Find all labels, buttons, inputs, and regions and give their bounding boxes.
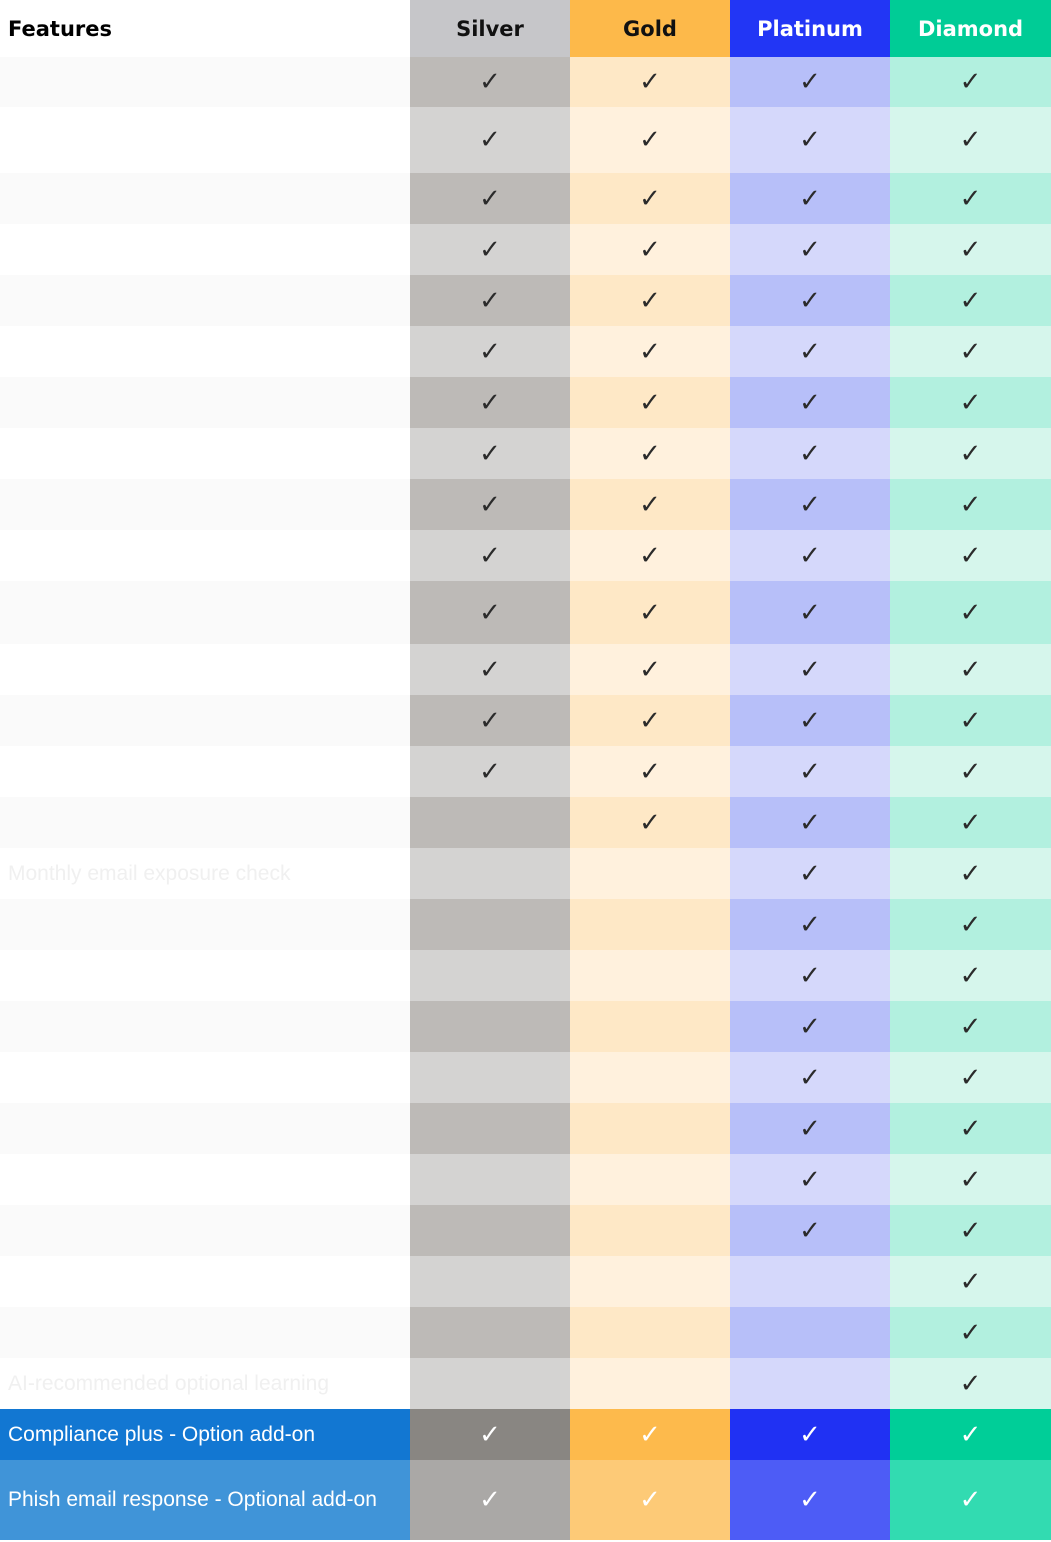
check-cell-silver (410, 1307, 570, 1358)
check-icon: ✓ (479, 234, 501, 265)
check-cell-diamond (890, 848, 1051, 899)
check-cell-silver (410, 848, 570, 899)
check-cell-platinum (730, 1358, 890, 1409)
feature-name (0, 1154, 410, 1205)
check-icon: ✓ (479, 705, 501, 736)
check-cell-gold (570, 377, 730, 428)
check-cell-silver (410, 644, 570, 695)
check-icon: ✓ (799, 67, 821, 97)
check-cell-gold (570, 1052, 730, 1103)
check-cell-silver (410, 326, 570, 377)
check-icon: ✓ (479, 387, 501, 418)
check-icon: ✓ (639, 285, 661, 316)
check-cell-diamond (890, 797, 1051, 848)
check-cell-silver (410, 1052, 570, 1103)
check-icon: ✓ (799, 909, 821, 940)
check-icon: ✓ (959, 1215, 982, 1246)
feature-name (0, 1103, 410, 1154)
check-cell-platinum (730, 695, 890, 746)
check-icon: ✓ (479, 654, 501, 685)
addon-check-cell-diamond (890, 1460, 1051, 1540)
check-icon: ✓ (959, 285, 982, 316)
tier-header-platinum: Platinum (730, 0, 890, 57)
check-icon: ✓ (959, 438, 982, 469)
check-icon: ✓ (799, 756, 821, 787)
check-cell-silver (410, 1358, 570, 1409)
check-icon: ✓ (639, 489, 661, 520)
check-icon: ✓ (799, 125, 821, 155)
check-cell-diamond (890, 695, 1051, 746)
check-cell-gold (570, 1256, 730, 1307)
check-icon: ✓ (799, 1011, 821, 1042)
check-cell-diamond (890, 173, 1051, 224)
addon-feature-name: Compliance plus - Option add-on (0, 1409, 410, 1460)
check-cell-silver (410, 746, 570, 797)
check-icon: ✓ (639, 705, 661, 736)
check-icon: ✓ (959, 807, 982, 838)
feature-name (0, 581, 410, 644)
check-icon: ✓ (959, 1317, 982, 1348)
feature-name (0, 1001, 410, 1052)
check-icon: ✓ (799, 336, 821, 367)
check-cell-platinum (730, 428, 890, 479)
check-icon: ✓ (479, 438, 501, 469)
check-cell-gold (570, 479, 730, 530)
addon-check-cell-silver (410, 1460, 570, 1540)
addon-check-cell-diamond (890, 1409, 1051, 1460)
check-icon: ✓ (479, 336, 501, 367)
check-icon: ✓ (479, 1485, 501, 1515)
check-cell-silver (410, 57, 570, 107)
check-cell-platinum (730, 275, 890, 326)
check-icon: ✓ (799, 960, 821, 991)
check-cell-gold (570, 1307, 730, 1358)
check-icon: ✓ (799, 597, 821, 628)
check-cell-diamond (890, 57, 1051, 107)
check-cell-silver (410, 695, 570, 746)
check-icon: ✓ (479, 183, 501, 214)
check-icon: ✓ (479, 67, 501, 97)
check-cell-diamond (890, 1307, 1051, 1358)
check-cell-platinum (730, 530, 890, 581)
check-icon: ✓ (479, 1419, 501, 1450)
check-cell-silver (410, 899, 570, 950)
check-cell-platinum (730, 224, 890, 275)
check-cell-diamond (890, 644, 1051, 695)
check-cell-platinum (730, 581, 890, 644)
check-icon: ✓ (799, 540, 821, 571)
check-cell-gold (570, 173, 730, 224)
check-cell-gold (570, 950, 730, 1001)
check-icon: ✓ (799, 438, 821, 469)
check-icon: ✓ (479, 125, 501, 155)
feature-name (0, 428, 410, 479)
check-icon: ✓ (959, 1062, 982, 1093)
check-icon: ✓ (959, 67, 982, 97)
check-icon: ✓ (479, 489, 501, 520)
feature-name (0, 644, 410, 695)
check-icon: ✓ (799, 489, 821, 520)
check-cell-silver (410, 428, 570, 479)
feature-name (0, 1205, 410, 1256)
check-cell-silver (410, 107, 570, 173)
check-cell-gold (570, 428, 730, 479)
feature-name (0, 746, 410, 797)
check-cell-diamond (890, 224, 1051, 275)
tier-header-diamond: Diamond (890, 0, 1051, 57)
check-icon: ✓ (639, 597, 661, 628)
check-cell-silver (410, 224, 570, 275)
feature-name (0, 57, 410, 107)
feature-name (0, 479, 410, 530)
check-cell-silver (410, 581, 570, 644)
check-icon: ✓ (959, 125, 982, 155)
check-icon: ✓ (959, 336, 982, 367)
check-cell-diamond (890, 428, 1051, 479)
check-icon: ✓ (479, 756, 501, 787)
check-icon: ✓ (959, 1113, 982, 1144)
check-cell-diamond (890, 1205, 1051, 1256)
check-icon: ✓ (959, 1266, 982, 1297)
check-icon: ✓ (639, 807, 661, 838)
check-cell-platinum (730, 1154, 890, 1205)
check-cell-gold (570, 746, 730, 797)
check-cell-diamond (890, 275, 1051, 326)
check-icon: ✓ (799, 387, 821, 418)
check-cell-silver (410, 1205, 570, 1256)
check-icon: ✓ (799, 285, 821, 316)
check-cell-silver (410, 530, 570, 581)
check-icon: ✓ (959, 540, 982, 571)
feature-name (0, 326, 410, 377)
check-cell-gold (570, 1154, 730, 1205)
check-cell-gold (570, 1358, 730, 1409)
check-icon: ✓ (799, 654, 821, 685)
check-icon: ✓ (959, 960, 982, 991)
check-cell-diamond (890, 1154, 1051, 1205)
tier-header-gold: Gold (570, 0, 730, 57)
check-cell-platinum (730, 1001, 890, 1052)
addon-check-cell-silver (410, 1409, 570, 1460)
check-cell-diamond (890, 581, 1051, 644)
check-icon: ✓ (799, 1419, 821, 1450)
feature-name (0, 275, 410, 326)
feature-name (0, 224, 410, 275)
check-cell-platinum (730, 1256, 890, 1307)
check-cell-gold (570, 326, 730, 377)
check-icon: ✓ (959, 1419, 982, 1450)
feature-name (0, 107, 410, 173)
check-cell-platinum (730, 1307, 890, 1358)
check-icon: ✓ (959, 597, 982, 628)
check-icon: ✓ (639, 1485, 661, 1515)
check-cell-gold (570, 581, 730, 644)
check-cell-silver (410, 377, 570, 428)
check-icon: ✓ (799, 1062, 821, 1093)
check-cell-platinum (730, 797, 890, 848)
features-column-header: Features (8, 16, 112, 41)
check-icon: ✓ (799, 705, 821, 736)
check-icon: ✓ (959, 909, 982, 940)
check-icon: ✓ (639, 183, 661, 214)
check-icon: ✓ (959, 858, 982, 889)
check-icon: ✓ (959, 1368, 982, 1399)
check-icon: ✓ (639, 540, 661, 571)
addon-check-cell-gold (570, 1460, 730, 1540)
check-cell-platinum (730, 848, 890, 899)
check-icon: ✓ (959, 387, 982, 418)
check-cell-platinum (730, 899, 890, 950)
check-cell-silver (410, 1001, 570, 1052)
check-cell-gold (570, 644, 730, 695)
check-cell-silver (410, 1103, 570, 1154)
check-icon: ✓ (639, 387, 661, 418)
check-cell-platinum (730, 1103, 890, 1154)
check-cell-diamond (890, 530, 1051, 581)
check-icon: ✓ (799, 1113, 821, 1144)
check-cell-platinum (730, 1052, 890, 1103)
check-cell-diamond (890, 899, 1051, 950)
check-icon: ✓ (479, 597, 501, 628)
check-icon: ✓ (639, 756, 661, 787)
feature-name (0, 530, 410, 581)
addon-feature-name: Phish email response - Optional add-on (0, 1460, 410, 1540)
check-icon: ✓ (799, 1164, 821, 1195)
check-cell-silver (410, 950, 570, 1001)
check-cell-gold (570, 275, 730, 326)
check-cell-gold (570, 1205, 730, 1256)
check-icon: ✓ (799, 234, 821, 265)
check-cell-gold (570, 224, 730, 275)
check-icon: ✓ (959, 1485, 982, 1515)
check-cell-gold (570, 57, 730, 107)
addon-check-cell-gold (570, 1409, 730, 1460)
check-cell-silver (410, 479, 570, 530)
check-icon: ✓ (639, 336, 661, 367)
feature-name (0, 377, 410, 428)
check-icon: ✓ (799, 807, 821, 838)
check-cell-diamond (890, 1001, 1051, 1052)
check-cell-diamond (890, 479, 1051, 530)
check-cell-platinum (730, 950, 890, 1001)
tier-header-silver: Silver (410, 0, 570, 57)
feature-name (0, 695, 410, 746)
check-cell-silver (410, 1256, 570, 1307)
check-cell-diamond (890, 326, 1051, 377)
check-cell-gold (570, 899, 730, 950)
check-icon: ✓ (639, 125, 661, 155)
check-icon: ✓ (639, 654, 661, 685)
check-cell-diamond (890, 107, 1051, 173)
check-cell-diamond (890, 1052, 1051, 1103)
addon-check-cell-platinum (730, 1460, 890, 1540)
feature-name (0, 797, 410, 848)
feature-name (0, 1307, 410, 1358)
feature-name (0, 173, 410, 224)
check-icon: ✓ (959, 705, 982, 736)
check-icon: ✓ (799, 1485, 821, 1515)
check-icon: ✓ (639, 67, 661, 97)
check-cell-gold (570, 107, 730, 173)
check-cell-silver (410, 1154, 570, 1205)
check-icon: ✓ (799, 183, 821, 214)
feature-name (0, 899, 410, 950)
check-icon: ✓ (959, 234, 982, 265)
check-icon: ✓ (479, 285, 501, 316)
check-cell-platinum (730, 107, 890, 173)
check-cell-diamond (890, 1256, 1051, 1307)
check-icon: ✓ (959, 183, 982, 214)
feature-name (0, 1052, 410, 1103)
check-cell-platinum (730, 326, 890, 377)
check-cell-platinum (730, 1205, 890, 1256)
check-cell-gold (570, 1001, 730, 1052)
check-cell-gold (570, 530, 730, 581)
check-cell-diamond (890, 950, 1051, 1001)
check-cell-platinum (730, 377, 890, 428)
check-icon: ✓ (639, 234, 661, 265)
check-cell-diamond (890, 377, 1051, 428)
check-icon: ✓ (639, 1419, 661, 1450)
feature-name (0, 1256, 410, 1307)
addon-check-cell-platinum (730, 1409, 890, 1460)
check-cell-silver (410, 275, 570, 326)
feature-name: Monthly email exposure check (0, 848, 410, 899)
check-cell-gold (570, 848, 730, 899)
check-cell-diamond (890, 1358, 1051, 1409)
check-cell-gold (570, 1103, 730, 1154)
check-cell-silver (410, 797, 570, 848)
check-cell-diamond (890, 1103, 1051, 1154)
check-cell-platinum (730, 644, 890, 695)
check-cell-silver (410, 173, 570, 224)
check-cell-gold (570, 797, 730, 848)
feature-name: AI-recommended optional learning (0, 1358, 410, 1409)
check-icon: ✓ (639, 438, 661, 469)
check-icon: ✓ (959, 1164, 982, 1195)
check-cell-platinum (730, 479, 890, 530)
check-cell-platinum (730, 57, 890, 107)
feature-name (0, 950, 410, 1001)
check-icon: ✓ (959, 489, 982, 520)
check-cell-gold (570, 695, 730, 746)
check-icon: ✓ (799, 1215, 821, 1246)
check-cell-platinum (730, 173, 890, 224)
check-icon: ✓ (799, 858, 821, 889)
check-icon: ✓ (959, 756, 982, 787)
check-cell-platinum (730, 746, 890, 797)
check-cell-diamond (890, 746, 1051, 797)
check-icon: ✓ (959, 1011, 982, 1042)
check-icon: ✓ (959, 654, 982, 685)
check-icon: ✓ (479, 540, 501, 571)
